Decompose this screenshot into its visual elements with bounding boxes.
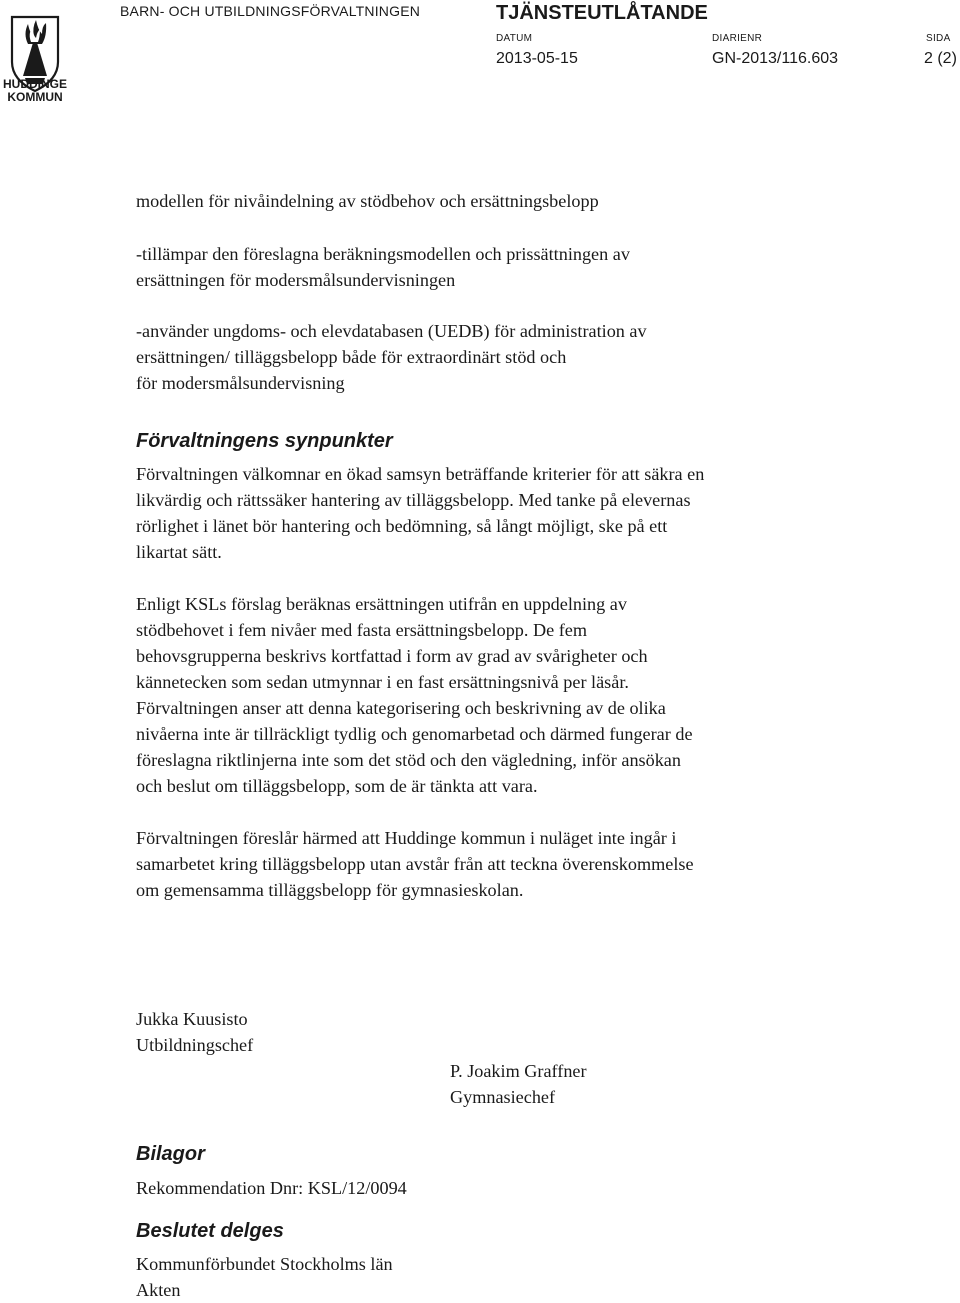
logo-wordmark-text: HUDDINGE KOMMUN	[2, 77, 67, 104]
signatory-title: Gymnasiechef	[450, 1087, 556, 1107]
paragraph-pricing-item	[136, 241, 836, 293]
paragraph-welcome-samsyn	[136, 461, 836, 565]
signatory-title: Utbildningschef	[136, 1035, 254, 1055]
text-line: kännetecken som sedan utmynnar i en fast ersättningsnivå per läsår.	[136, 672, 629, 692]
registration-number-label: DIARIENR	[712, 33, 763, 44]
text-line: nivåerna inte är tillräckligt tydlig och genomarbetad och därmed fungerar de	[136, 724, 693, 744]
section-heading-bilagor: Bilagor	[136, 1143, 205, 1165]
attachment-reference: Rekommendation Dnr: KSL/12/0094	[136, 1178, 407, 1198]
text-line: Förvaltningen välkomnar en ökad samsyn beträffande kriterier för att säkra en	[136, 464, 705, 484]
text-line: Förvaltningen föreslår härmed att Huddinge kommun i nuläget inte ingår i	[136, 828, 677, 848]
signatory-name: P. Joakim Graffner	[450, 1061, 587, 1081]
section-heading-delges: Beslutet delges	[136, 1220, 284, 1242]
text-line: för modersmålsundervisning	[136, 373, 345, 393]
paragraph-recommendation	[136, 825, 836, 903]
text-line: ersättningen för modersmålsundervisningen	[136, 270, 456, 290]
distribution-recipient: Akten	[136, 1280, 181, 1300]
registration-number-value: GN-2013/116.603	[712, 50, 839, 67]
paragraph-model-item	[136, 188, 836, 214]
text-line: rörlighet i länet bör hantering och bedömning, så långt möjligt, ske på ett	[136, 516, 668, 536]
paragraph-ksl-proposal	[136, 591, 836, 799]
text-line: modellen för nivåindelning av stödbehov och ersättningsbelopp	[136, 191, 599, 211]
logo-wordmark	[0, 78, 70, 104]
signature-block-second	[450, 1058, 587, 1110]
text-line: samarbetet kring tilläggsbelopp utan avstår från att teckna överenskommelse	[136, 854, 694, 874]
text-line: likartat sätt.	[136, 542, 222, 562]
signature-block-first	[136, 1006, 253, 1058]
text-line: ersättningen/ tilläggsbelopp både för extraordinärt stöd och	[136, 347, 567, 367]
text-line: stödbehovet i fem nivåer med fasta ersättningsbelopp. De fem	[136, 620, 588, 640]
text-line: föreslagna riktlinjerna inte som det stöd och den vägledning, inför ansökan	[136, 750, 681, 770]
text-line: och beslut om tilläggsbelopp, som de är tänkta att vara.	[136, 776, 538, 796]
section-heading-synpunkter: Förvaltningens synpunkter	[136, 430, 393, 452]
distribution-list	[136, 1251, 393, 1303]
distribution-recipient: Kommunförbundet Stockholms län	[136, 1254, 393, 1274]
date-label: DATUM	[496, 33, 533, 44]
paragraph-uedb-item	[136, 318, 836, 396]
page-number: 2 (2)	[924, 50, 957, 67]
text-line: behovsgrupperna beskrivs kortfattad i form av grad av svårigheter och	[136, 646, 648, 666]
text-line: om gemensamma tilläggsbelopp för gymnasieskolan.	[136, 880, 524, 900]
text-line: Enligt KSLs förslag beräknas ersättningen utifrån en uppdelning av	[136, 594, 627, 614]
text-line: -använder ungdoms- och elevdatabasen (UEDB) för administration av	[136, 321, 647, 341]
document-type: TJÄNSTEUTLÅTANDE	[496, 2, 708, 24]
signatory-name: Jukka Kuusisto	[136, 1009, 248, 1029]
department-name: BARN- OCH UTBILDNINGSFÖRVALTNINGEN	[120, 3, 421, 19]
text-line: Förvaltningen anser att denna kategorisering och beskrivning av de olika	[136, 698, 666, 718]
text-line: likvärdig och rättssäker hantering av tilläggsbelopp. Med tanke på elevernas	[136, 490, 691, 510]
text-line: -tillämpar den föreslagna beräkningsmodellen och prissättningen av	[136, 244, 630, 264]
page-label: SIDA	[926, 33, 951, 44]
date-value: 2013-05-15	[496, 50, 578, 67]
